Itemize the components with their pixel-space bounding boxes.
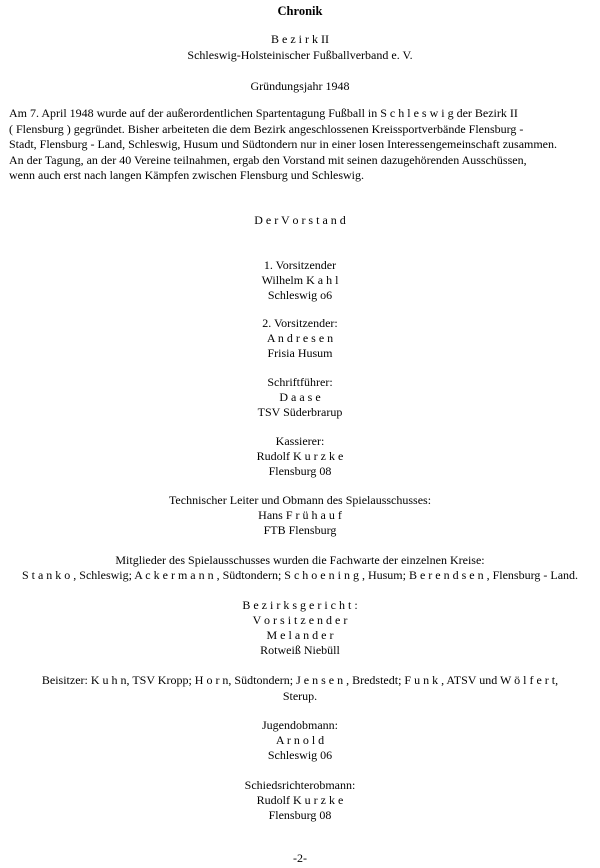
court-chair-role: V o r s i t z e n d e r (252, 613, 348, 627)
court-chair-club: Rotweiß Niebüll (260, 643, 340, 657)
assessors-line: Sterup. (282, 688, 318, 703)
court-chair-name: M e l a n d e r (266, 628, 334, 642)
youth-role: Jugendobmann: (262, 718, 338, 732)
court-heading: B e z i r k s g e r i c h t : (242, 598, 358, 612)
referee-role: Schiedsrichterobmann: (244, 778, 356, 792)
board-heading: D e r V o r s t a n d (254, 213, 346, 227)
intro-line: Am 7. April 1948 wurde auf der außerordentlichen Spartentagung Fußball in S c h l e s w i g der Bezirk II (9, 106, 518, 120)
chair1-club: Schleswig o6 (267, 288, 333, 302)
chair2-role: 2. Vorsitzender: (262, 316, 338, 330)
page-number: -2- (293, 851, 307, 865)
referee-name: Rudolf K u r z k e (256, 793, 344, 807)
chair2-name: A n d r e s e n (266, 331, 334, 345)
technical-club: FTB Flensburg (263, 523, 337, 537)
secretary-club: TSV Süderbrarup (257, 405, 343, 419)
association-name: Schleswig-Holsteinischer Fußballverband e. V. (187, 48, 413, 62)
chair1-role: 1. Vorsitzender (263, 258, 337, 272)
treasurer-club: Flensburg 08 (268, 464, 332, 478)
court-assessors (0, 673, 600, 704)
technical-role: Technischer Leiter und Obmann des Spielausschusses: (168, 493, 432, 507)
chair1-name: Wilhelm K a h l (261, 273, 339, 287)
intro-line: An der Tagung, an der 40 Vereine teilnahmen, ergab den Vorstand mit seinen dazugehörenden Ausschüssen, (9, 152, 527, 167)
assessors-line: Beisitzer: K u h n, TSV Kropp; H o r n, Südtondern; J e n s e n , Bredstedt; F u n k , ATSV und W ö l f e r t, (41, 673, 559, 687)
youth-club: Schleswig 06 (267, 748, 333, 762)
treasurer-name: Rudolf K u r z k e (256, 449, 344, 463)
intro-line: Stadt, Flensburg - Land, Schleswig, Husum und Südtondern nur in einer losen Interessengemeinschaft zusammen. (9, 137, 558, 152)
document-title: Chronik (277, 4, 323, 18)
chair2-club: Frisia Husum (267, 346, 333, 360)
treasurer-role: Kassierer: (275, 434, 325, 448)
intro-paragraph (9, 106, 593, 184)
intro-line: wenn auch erst nach langen Kämpfen zwischen Flensburg und Schleswig. (9, 168, 365, 183)
referee-club: Flensburg 08 (268, 808, 332, 822)
technical-name: Hans F r ü h a u f (258, 508, 342, 522)
secretary-role: Schriftführer: (267, 375, 333, 389)
committee-members: S t a n k o , Schleswig; A c k e r m a n n , Südtondern; S c h o e n i n g , Husum; B e r e n d s e n , Flensburg - Land. (21, 568, 579, 582)
founding-year: Gründungsjahr 1948 (250, 79, 350, 93)
youth-name: A r n o l d (275, 733, 325, 747)
secretary-name: D a a s e (279, 390, 321, 404)
district-name: B e z i r k II (271, 32, 329, 46)
committee-intro: Mitglieder des Spielausschusses wurden die Fachwarte der einzelnen Kreise: (115, 553, 485, 567)
intro-line: ( Flensburg ) gegründet. Bisher arbeiteten die dem Bezirk angeschlossenen Kreissportverbände Flensburg - (9, 121, 524, 136)
